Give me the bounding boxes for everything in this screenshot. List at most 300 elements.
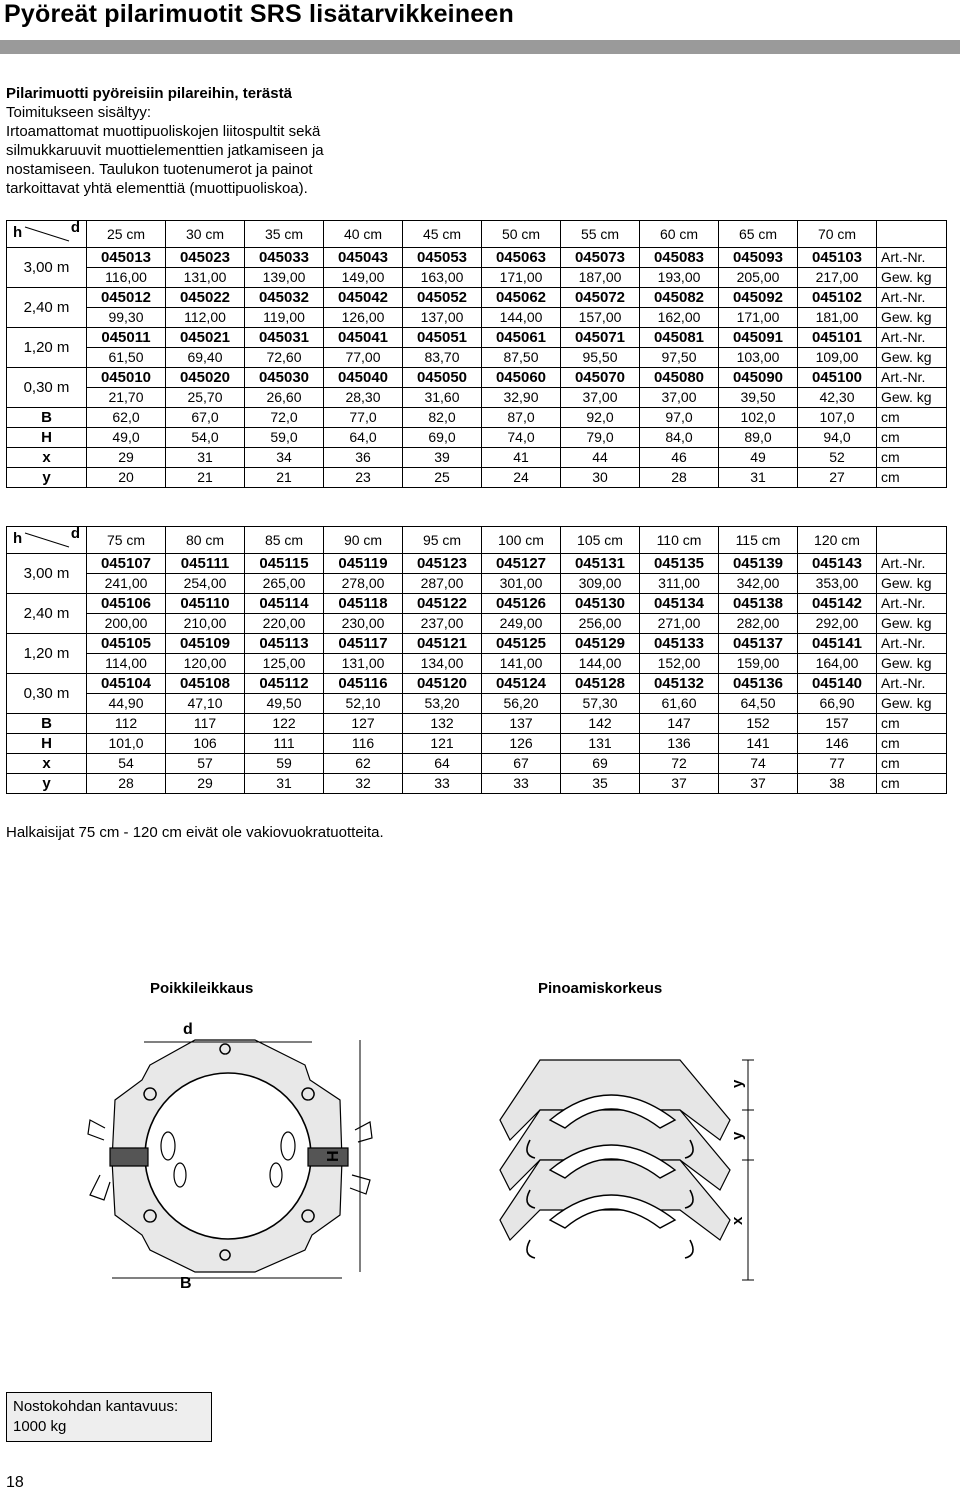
dimension-cell: 136: [640, 734, 719, 754]
weight-cell: 97,50: [640, 348, 719, 368]
table-row: [7, 368, 947, 388]
diameter-header: 120 cm: [798, 527, 877, 554]
dimension-cell: 36: [324, 448, 403, 468]
dimension-label: y: [7, 468, 87, 488]
dimension-cell: 28: [640, 468, 719, 488]
dimension-cell: 132: [403, 714, 482, 734]
weight-cell: 114,00: [87, 654, 166, 674]
dimension-cell: 37: [640, 774, 719, 794]
height-label: 2,40 m: [7, 288, 87, 328]
dimension-cell: 72: [640, 754, 719, 774]
weight-cell: 311,00: [640, 574, 719, 594]
intro-text: [6, 84, 426, 198]
art-nr-cell: 045083: [640, 248, 719, 268]
weight-cell: 278,00: [324, 574, 403, 594]
weight-cell: 83,70: [403, 348, 482, 368]
table-row: [7, 288, 947, 308]
dimension-cell: 94,0: [798, 428, 877, 448]
table-row: [7, 774, 947, 794]
weight-cell: 181,00: [798, 308, 877, 328]
label-y-bottom: y: [729, 1131, 746, 1140]
intro-line: Irtoamattomat muottipuoliskojen liitospultit sekä: [6, 123, 321, 140]
dimension-cell: 146: [798, 734, 877, 754]
dimension-cell: 54,0: [166, 428, 245, 448]
height-label: 0,30 m: [7, 368, 87, 408]
diameter-header: 95 cm: [403, 527, 482, 554]
art-nr-cell: 045128: [561, 674, 640, 694]
art-nr-cell: 045032: [245, 288, 324, 308]
dimension-label: H: [7, 428, 87, 448]
dimension-cell: 152: [719, 714, 798, 734]
dimension-cell: 28: [87, 774, 166, 794]
dimension-cell: 57: [166, 754, 245, 774]
unit-cm: cm: [877, 468, 947, 488]
stacking-drawing: [480, 1040, 780, 1300]
diameter-header: 105 cm: [561, 527, 640, 554]
dimension-cell: 44: [561, 448, 640, 468]
weight-cell: 157,00: [561, 308, 640, 328]
intro-line: tarkoittavat yhtä elementtiä (muottipuoliskoa).: [6, 180, 308, 197]
weight-cell: 237,00: [403, 614, 482, 634]
dimension-label: B: [7, 408, 87, 428]
art-nr-cell: 045118: [324, 594, 403, 614]
dimension-cell: 122: [245, 714, 324, 734]
weight-cell: 141,00: [482, 654, 561, 674]
art-nr-cell: 045122: [403, 594, 482, 614]
dimension-label: x: [7, 754, 87, 774]
art-nr-cell: 045050: [403, 368, 482, 388]
dimension-cell: 101,0: [87, 734, 166, 754]
diameter-header: 30 cm: [166, 221, 245, 248]
art-nr-cell: 045141: [798, 634, 877, 654]
corner-d-label: d: [70, 525, 80, 542]
weight-cell: 230,00: [324, 614, 403, 634]
dimension-cell: 72,0: [245, 408, 324, 428]
intro-heading: Pilarimuotti pyöreisiin pilareihin, terästä: [6, 85, 292, 102]
dimension-cell: 142: [561, 714, 640, 734]
dimension-cell: 92,0: [561, 408, 640, 428]
dimension-cell: 30: [561, 468, 640, 488]
art-nr-cell: 045041: [324, 328, 403, 348]
dimension-cell: 84,0: [640, 428, 719, 448]
art-nr-cell: 045052: [403, 288, 482, 308]
intro-line: Toimitukseen sisältyy:: [6, 104, 152, 121]
art-nr-cell: 045124: [482, 674, 561, 694]
unit-art: Art.-Nr.: [877, 248, 947, 268]
art-nr-cell: 045119: [324, 554, 403, 574]
weight-cell: 301,00: [482, 574, 561, 594]
label-y-top: y: [729, 1079, 746, 1088]
dimension-cell: 112: [87, 714, 166, 734]
art-nr-cell: 045107: [87, 554, 166, 574]
weight-cell: 25,70: [166, 388, 245, 408]
diameter-header: 55 cm: [561, 221, 640, 248]
label-h: H: [325, 1150, 342, 1162]
capacity-line1: Nostokohdan kantavuus:: [13, 1398, 179, 1415]
weight-cell: 31,60: [403, 388, 482, 408]
weight-cell: 52,10: [324, 694, 403, 714]
weight-cell: 77,00: [324, 348, 403, 368]
weight-cell: 109,00: [798, 348, 877, 368]
weight-cell: 53,20: [403, 694, 482, 714]
art-nr-cell: 045033: [245, 248, 324, 268]
art-nr-cell: 045012: [87, 288, 166, 308]
diameter-header: 25 cm: [87, 221, 166, 248]
dimension-cell: 77,0: [324, 408, 403, 428]
weight-cell: 120,00: [166, 654, 245, 674]
art-nr-cell: 045138: [719, 594, 798, 614]
diameter-header: 90 cm: [324, 527, 403, 554]
art-nr-cell: 045117: [324, 634, 403, 654]
dimension-cell: 33: [482, 774, 561, 794]
art-nr-cell: 045031: [245, 328, 324, 348]
unit-kg: Gew. kg: [877, 574, 947, 594]
weight-cell: 39,50: [719, 388, 798, 408]
dimension-cell: 107,0: [798, 408, 877, 428]
art-nr-cell: 045063: [482, 248, 561, 268]
weight-cell: 37,00: [561, 388, 640, 408]
dimension-cell: 29: [166, 774, 245, 794]
art-nr-cell: 045140: [798, 674, 877, 694]
weight-cell: 119,00: [245, 308, 324, 328]
weight-cell: 287,00: [403, 574, 482, 594]
dimension-cell: 147: [640, 714, 719, 734]
art-nr-cell: 045114: [245, 594, 324, 614]
title-rule: [0, 40, 960, 54]
weight-cell: 149,00: [324, 268, 403, 288]
weight-cell: 271,00: [640, 614, 719, 634]
weight-cell: 21,70: [87, 388, 166, 408]
table-row: [7, 268, 947, 288]
weight-cell: 144,00: [561, 654, 640, 674]
dimension-cell: 102,0: [719, 408, 798, 428]
dimension-cell: 117: [166, 714, 245, 734]
unit-art: Art.-Nr.: [877, 368, 947, 388]
dimension-cell: 59,0: [245, 428, 324, 448]
dimension-cell: 31: [245, 774, 324, 794]
spec-table-large: [6, 526, 947, 794]
diameter-header: 85 cm: [245, 527, 324, 554]
art-nr-cell: 045135: [640, 554, 719, 574]
dimension-cell: 32: [324, 774, 403, 794]
diameter-header: 45 cm: [403, 221, 482, 248]
dimension-cell: 157: [798, 714, 877, 734]
unit-art: Art.-Nr.: [877, 594, 947, 614]
weight-cell: 47,10: [166, 694, 245, 714]
dimension-label: x: [7, 448, 87, 468]
stacking-title: Pinoamiskorkeus: [538, 980, 663, 997]
dimension-cell: 59: [245, 754, 324, 774]
weight-cell: 256,00: [561, 614, 640, 634]
weight-cell: 72,60: [245, 348, 324, 368]
dimension-cell: 34: [245, 448, 324, 468]
art-nr-cell: 045125: [482, 634, 561, 654]
weight-cell: 66,90: [798, 694, 877, 714]
intro-line: nostamiseen. Taulukon tuotenumerot ja painot: [6, 161, 313, 178]
art-nr-cell: 045112: [245, 674, 324, 694]
table-row: [7, 468, 947, 488]
height-label: 1,20 m: [7, 634, 87, 674]
header-empty: [877, 221, 947, 248]
weight-cell: 37,00: [640, 388, 719, 408]
dimension-cell: 82,0: [403, 408, 482, 428]
weight-cell: 69,40: [166, 348, 245, 368]
weight-cell: 56,20: [482, 694, 561, 714]
note-text: Halkaisijat 75 cm - 120 cm eivät ole vakiovuokratuotteita.: [6, 824, 384, 841]
art-nr-cell: 045113: [245, 634, 324, 654]
table-row: [7, 614, 947, 634]
weight-cell: 217,00: [798, 268, 877, 288]
table-row: [7, 328, 947, 348]
page-number: 18: [6, 1474, 24, 1491]
dimension-cell: 46: [640, 448, 719, 468]
dimension-cell: 69,0: [403, 428, 482, 448]
weight-cell: 309,00: [561, 574, 640, 594]
weight-cell: 200,00: [87, 614, 166, 634]
art-nr-cell: 045051: [403, 328, 482, 348]
table-row: [7, 734, 947, 754]
table-row: [7, 634, 947, 654]
art-nr-cell: 045093: [719, 248, 798, 268]
weight-cell: 64,50: [719, 694, 798, 714]
dimension-cell: 39: [403, 448, 482, 468]
art-nr-cell: 045104: [87, 674, 166, 694]
table-row: [7, 554, 947, 574]
dimension-label: B: [7, 714, 87, 734]
table-row: [7, 694, 947, 714]
art-nr-cell: 045130: [561, 594, 640, 614]
dimension-cell: 21: [166, 468, 245, 488]
page-title: Pyöreät pilarimuotit SRS lisätarvikkeineen: [4, 0, 514, 28]
table-header-row: [7, 221, 947, 248]
weight-cell: 187,00: [561, 268, 640, 288]
corner-cell: [7, 221, 87, 248]
weight-cell: 137,00: [403, 308, 482, 328]
weight-cell: 171,00: [719, 308, 798, 328]
weight-cell: 131,00: [166, 268, 245, 288]
art-nr-cell: 045116: [324, 674, 403, 694]
weight-cell: 28,30: [324, 388, 403, 408]
art-nr-cell: 045139: [719, 554, 798, 574]
height-label: 3,00 m: [7, 554, 87, 594]
dimension-cell: 69: [561, 754, 640, 774]
dimension-cell: 49: [719, 448, 798, 468]
weight-cell: 163,00: [403, 268, 482, 288]
table-row: [7, 574, 947, 594]
dimension-cell: 25: [403, 468, 482, 488]
art-nr-cell: 045106: [87, 594, 166, 614]
table-row: [7, 248, 947, 268]
dimension-label: H: [7, 734, 87, 754]
diameter-header: 115 cm: [719, 527, 798, 554]
diameter-header: 60 cm: [640, 221, 719, 248]
dimension-cell: 62: [324, 754, 403, 774]
art-nr-cell: 045134: [640, 594, 719, 614]
weight-cell: 254,00: [166, 574, 245, 594]
table-row: [7, 308, 947, 328]
art-nr-cell: 045011: [87, 328, 166, 348]
unit-kg: Gew. kg: [877, 308, 947, 328]
height-label: 1,20 m: [7, 328, 87, 368]
dimension-cell: 141: [719, 734, 798, 754]
art-nr-cell: 045142: [798, 594, 877, 614]
art-nr-cell: 045110: [166, 594, 245, 614]
weight-cell: 139,00: [245, 268, 324, 288]
weight-cell: 265,00: [245, 574, 324, 594]
dimension-cell: 20: [87, 468, 166, 488]
capacity-line2: 1000 kg: [13, 1418, 67, 1435]
art-nr-cell: 045021: [166, 328, 245, 348]
art-nr-cell: 045111: [166, 554, 245, 574]
art-nr-cell: 045109: [166, 634, 245, 654]
unit-cm: cm: [877, 714, 947, 734]
table-row: [7, 654, 947, 674]
art-nr-cell: 045081: [640, 328, 719, 348]
weight-cell: 125,00: [245, 654, 324, 674]
dimension-label: y: [7, 774, 87, 794]
dimension-cell: 77: [798, 754, 877, 774]
art-nr-cell: 045073: [561, 248, 640, 268]
cross-section-title: Poikkileikkaus: [150, 980, 254, 997]
dimension-cell: 97,0: [640, 408, 719, 428]
table-row: [7, 448, 947, 468]
dimension-cell: 74: [719, 754, 798, 774]
height-label: 0,30 m: [7, 674, 87, 714]
art-nr-cell: 045133: [640, 634, 719, 654]
dimension-cell: 106: [166, 734, 245, 754]
unit-cm: cm: [877, 408, 947, 428]
cross-section-drawing: [80, 1010, 390, 1310]
weight-cell: 210,00: [166, 614, 245, 634]
weight-cell: 134,00: [403, 654, 482, 674]
art-nr-cell: 045143: [798, 554, 877, 574]
art-nr-cell: 045042: [324, 288, 403, 308]
art-nr-cell: 045070: [561, 368, 640, 388]
art-nr-cell: 045132: [640, 674, 719, 694]
dimension-cell: 79,0: [561, 428, 640, 448]
weight-cell: 61,50: [87, 348, 166, 368]
header-empty: [877, 527, 947, 554]
weight-cell: 144,00: [482, 308, 561, 328]
flange-left: [110, 1148, 148, 1166]
label-x: x: [729, 1216, 746, 1225]
unit-art: Art.-Nr.: [877, 554, 947, 574]
weight-cell: 164,00: [798, 654, 877, 674]
table-row: [7, 674, 947, 694]
label-d: d: [183, 1021, 193, 1038]
art-nr-cell: 045115: [245, 554, 324, 574]
art-nr-cell: 045022: [166, 288, 245, 308]
unit-cm: cm: [877, 734, 947, 754]
dimension-cell: 23: [324, 468, 403, 488]
dimension-cell: 31: [719, 468, 798, 488]
art-nr-cell: 045060: [482, 368, 561, 388]
dimension-cell: 49,0: [87, 428, 166, 448]
dimension-cell: 38: [798, 774, 877, 794]
art-nr-cell: 045071: [561, 328, 640, 348]
dimension-cell: 31: [166, 448, 245, 468]
art-nr-cell: 045043: [324, 248, 403, 268]
art-nr-cell: 045120: [403, 674, 482, 694]
art-nr-cell: 045121: [403, 634, 482, 654]
art-nr-cell: 045091: [719, 328, 798, 348]
dimension-cell: 21: [245, 468, 324, 488]
unit-kg: Gew. kg: [877, 268, 947, 288]
art-nr-cell: 045030: [245, 368, 324, 388]
weight-cell: 126,00: [324, 308, 403, 328]
table-row: [7, 388, 947, 408]
weight-cell: 57,30: [561, 694, 640, 714]
table-row: [7, 428, 947, 448]
diameter-header: 35 cm: [245, 221, 324, 248]
unit-kg: Gew. kg: [877, 388, 947, 408]
dimension-cell: 127: [324, 714, 403, 734]
corner-h-label: h: [13, 224, 23, 241]
art-nr-cell: 045123: [403, 554, 482, 574]
art-nr-cell: 045072: [561, 288, 640, 308]
art-nr-cell: 045100: [798, 368, 877, 388]
dimension-cell: 111: [245, 734, 324, 754]
unit-kg: Gew. kg: [877, 654, 947, 674]
weight-cell: 49,50: [245, 694, 324, 714]
weight-cell: 32,90: [482, 388, 561, 408]
unit-cm: cm: [877, 754, 947, 774]
art-nr-cell: 045127: [482, 554, 561, 574]
dimension-cell: 131: [561, 734, 640, 754]
art-nr-cell: 045101: [798, 328, 877, 348]
table-row: [7, 408, 947, 428]
art-nr-cell: 045136: [719, 674, 798, 694]
weight-cell: 131,00: [324, 654, 403, 674]
art-nr-cell: 045040: [324, 368, 403, 388]
weight-cell: 353,00: [798, 574, 877, 594]
weight-cell: 171,00: [482, 268, 561, 288]
art-nr-cell: 045137: [719, 634, 798, 654]
dimension-cell: 116: [324, 734, 403, 754]
weight-cell: 249,00: [482, 614, 561, 634]
art-nr-cell: 045080: [640, 368, 719, 388]
weight-cell: 87,50: [482, 348, 561, 368]
art-nr-cell: 045105: [87, 634, 166, 654]
art-nr-cell: 045082: [640, 288, 719, 308]
height-label: 2,40 m: [7, 594, 87, 634]
table-row: [7, 348, 947, 368]
dimension-cell: 64: [403, 754, 482, 774]
unit-kg: Gew. kg: [877, 694, 947, 714]
art-nr-cell: 045010: [87, 368, 166, 388]
weight-cell: 99,30: [87, 308, 166, 328]
intro-line: silmukkaruuvit muottielementtien jatkamiseen ja: [6, 142, 324, 159]
art-nr-cell: 045103: [798, 248, 877, 268]
weight-cell: 152,00: [640, 654, 719, 674]
dimension-cell: 33: [403, 774, 482, 794]
unit-art: Art.-Nr.: [877, 288, 947, 308]
spec-table-small: [6, 220, 947, 488]
dimension-cell: 121: [403, 734, 482, 754]
weight-cell: 282,00: [719, 614, 798, 634]
diameter-header: 100 cm: [482, 527, 561, 554]
weight-cell: 116,00: [87, 268, 166, 288]
dimension-cell: 27: [798, 468, 877, 488]
weight-cell: 193,00: [640, 268, 719, 288]
weight-cell: 162,00: [640, 308, 719, 328]
art-nr-cell: 045108: [166, 674, 245, 694]
art-nr-cell: 045090: [719, 368, 798, 388]
table-row: [7, 594, 947, 614]
art-nr-cell: 045020: [166, 368, 245, 388]
table-header-row: [7, 527, 947, 554]
weight-cell: 103,00: [719, 348, 798, 368]
